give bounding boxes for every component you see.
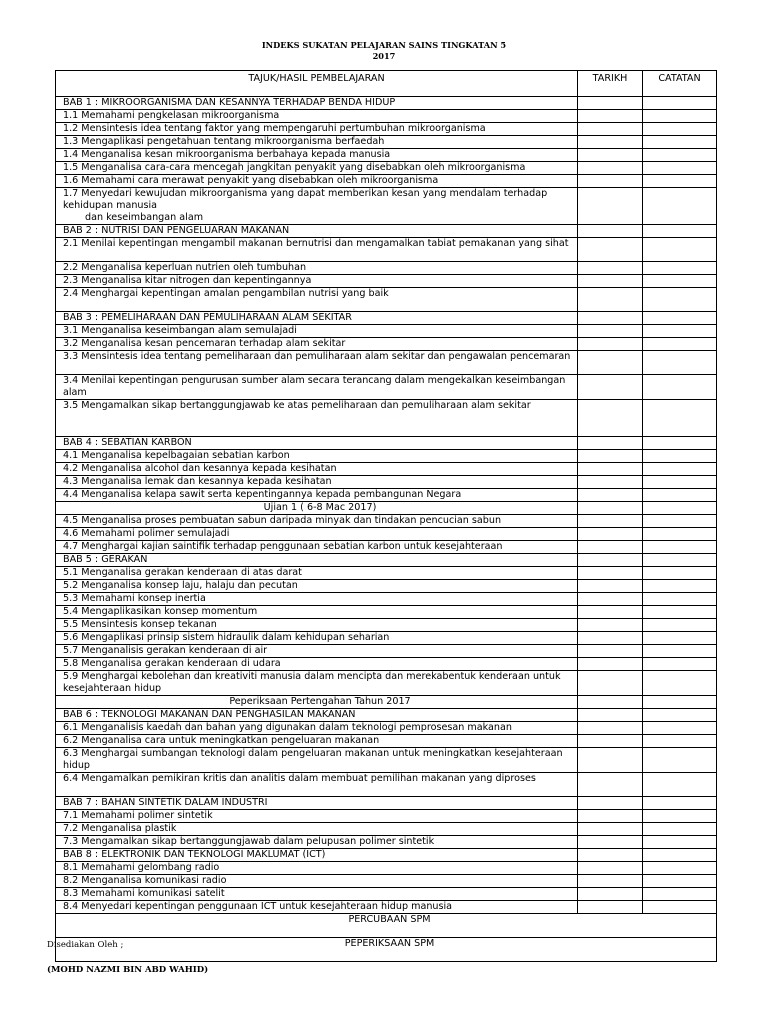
column-header-notes: CATATAN bbox=[643, 71, 717, 97]
table-row bbox=[56, 593, 717, 606]
prepared-by-label: Disediakan Oleh ; bbox=[47, 940, 124, 950]
notes-cell[interactable] bbox=[643, 136, 717, 149]
notes-cell[interactable] bbox=[643, 810, 717, 823]
learning-outcome bbox=[56, 619, 578, 632]
row-text: 7.3 Mengamalkan sikap bertanggungjawab dalam pelupusan polimer sintetik bbox=[63, 836, 435, 847]
table-row bbox=[56, 606, 717, 619]
table-row bbox=[56, 262, 717, 275]
date-cell[interactable] bbox=[578, 696, 643, 709]
row-text: 2.3 Menganalisa kitar nitrogen dan kepentingannya bbox=[63, 275, 312, 286]
row-text: 1.3 Mengaplikasi pengetahuan tentang mikroorganisma berfaedah bbox=[63, 136, 385, 147]
notes-cell[interactable] bbox=[643, 593, 717, 606]
date-cell[interactable] bbox=[578, 528, 643, 541]
row-text: 1.7 Menyedari kewujudan mikroorganisma yang dapat memberikan kesan yang mendalam terhadap kehidupan manusia bbox=[63, 188, 548, 211]
learning-outcome bbox=[56, 606, 578, 619]
date-cell[interactable] bbox=[578, 901, 643, 914]
date-cell[interactable] bbox=[578, 288, 643, 312]
table-row bbox=[56, 619, 717, 632]
table-row bbox=[56, 162, 717, 175]
learning-outcome bbox=[56, 489, 578, 502]
notes-cell[interactable] bbox=[643, 797, 717, 810]
notes-cell[interactable] bbox=[643, 823, 717, 836]
date-cell[interactable] bbox=[578, 489, 643, 502]
notes-cell[interactable] bbox=[643, 123, 717, 136]
table-row bbox=[56, 836, 717, 849]
table-row bbox=[56, 849, 717, 862]
table-row bbox=[56, 810, 717, 823]
row-text: 1.2 Mensintesis idea tentang faktor yang mempengaruhi pertumbuhan mikroorganisma bbox=[63, 123, 486, 134]
table-row bbox=[56, 97, 717, 110]
date-cell[interactable] bbox=[578, 476, 643, 489]
chapter-heading bbox=[56, 849, 578, 862]
row-text: Peperiksaan Pertengahan Tahun 2017 bbox=[229, 696, 411, 707]
date-cell[interactable] bbox=[578, 325, 643, 338]
learning-outcome bbox=[56, 238, 578, 262]
row-text: BAB 5 : GERAKAN bbox=[63, 554, 148, 565]
table-row bbox=[56, 188, 717, 225]
table-row bbox=[56, 567, 717, 580]
notes-cell[interactable] bbox=[643, 288, 717, 312]
learning-outcome bbox=[56, 735, 578, 748]
notes-cell[interactable] bbox=[643, 312, 717, 325]
learning-outcome bbox=[56, 338, 578, 351]
chapter-heading bbox=[56, 312, 578, 325]
notes-cell[interactable] bbox=[643, 901, 717, 914]
row-text: 1.5 Menganalisa cara-cara mencegah jangkitan penyakit yang disebabkan oleh mikroorganisma bbox=[63, 162, 526, 173]
chapter-heading bbox=[56, 225, 578, 238]
title-line-1: INDEKS SUKATAN PELAJARAN SAINS TINGKATAN 5 bbox=[261, 40, 507, 50]
learning-outcome bbox=[56, 188, 578, 225]
notes-cell[interactable] bbox=[643, 351, 717, 375]
table-row bbox=[56, 225, 717, 238]
learning-outcome bbox=[56, 810, 578, 823]
row-text: 3.2 Menganalisa kesan pencemaran terhadap alam sekitar bbox=[63, 338, 346, 349]
date-cell[interactable] bbox=[578, 567, 643, 580]
notes-cell[interactable] bbox=[643, 400, 717, 437]
table-row bbox=[56, 149, 717, 162]
learning-outcome bbox=[56, 836, 578, 849]
exam-label bbox=[56, 696, 578, 709]
date-cell[interactable] bbox=[578, 351, 643, 375]
date-cell[interactable] bbox=[578, 238, 643, 262]
date-cell[interactable] bbox=[578, 375, 643, 400]
notes-cell[interactable] bbox=[643, 888, 717, 901]
table-row bbox=[56, 671, 717, 696]
row-text: 4.3 Menganalisa lemak dan kesannya kepada kesihatan bbox=[63, 476, 332, 487]
date-cell[interactable] bbox=[578, 632, 643, 645]
learning-outcome bbox=[56, 400, 578, 437]
notes-cell[interactable] bbox=[643, 632, 717, 645]
date-cell[interactable] bbox=[578, 593, 643, 606]
learning-outcome bbox=[56, 888, 578, 901]
table-row bbox=[56, 748, 717, 773]
row-text: 8.1 Memahami gelombang radio bbox=[63, 862, 220, 873]
date-cell[interactable] bbox=[578, 862, 643, 875]
learning-outcome bbox=[56, 593, 578, 606]
date-cell[interactable] bbox=[578, 823, 643, 836]
row-text: PERCUBAAN SPM bbox=[348, 914, 431, 925]
row-text: 8.2 Menganalisa komunikasi radio bbox=[63, 875, 227, 886]
row-text: 3.1 Menganalisa keseimbangan alam semulajadi bbox=[63, 325, 297, 336]
notes-cell[interactable] bbox=[643, 849, 717, 862]
row-text: 3.5 Mengamalkan sikap bertanggungjawab ke atas pemeliharaan dan pemuliharaan alam sekitar bbox=[63, 400, 531, 411]
learning-outcome bbox=[56, 515, 578, 528]
row-text: 5.1 Menganalisa gerakan kenderaan di atas darat bbox=[63, 567, 302, 578]
row-text: 5.9 Menghargai kebolehan dan kreativiti manusia dalam mencipta dan merekabentuk kenderaan untuk kesejahteraan hidup bbox=[63, 671, 561, 694]
row-text: 5.6 Mengaplikasi prinsip sistem hidraulik dalam kehidupan seharian bbox=[63, 632, 390, 643]
notes-cell[interactable] bbox=[643, 645, 717, 658]
table-row bbox=[56, 325, 717, 338]
syllabus-table bbox=[55, 70, 717, 962]
table-row bbox=[56, 722, 717, 735]
notes-cell[interactable] bbox=[643, 528, 717, 541]
table-row bbox=[56, 136, 717, 149]
date-cell[interactable] bbox=[578, 463, 643, 476]
notes-cell[interactable] bbox=[643, 262, 717, 275]
row-text: BAB 6 : TEKNOLOGI MAKANAN DAN PENGHASILAN MAKANAN bbox=[63, 709, 356, 720]
date-cell[interactable] bbox=[578, 722, 643, 735]
row-text: Ujian 1 ( 6-8 Mac 2017) bbox=[263, 502, 377, 513]
table-row bbox=[56, 338, 717, 351]
learning-outcome bbox=[56, 275, 578, 288]
row-text: 1.4 Menganalisa kesan mikroorganisma berbahaya kepada manusia bbox=[63, 149, 391, 160]
table-row bbox=[56, 528, 717, 541]
table-row bbox=[56, 288, 717, 312]
row-text: 4.5 Menganalisa proses pembuatan sabun daripada minyak dan tindakan pencucian sabun bbox=[63, 515, 502, 526]
learning-outcome bbox=[56, 645, 578, 658]
table-row bbox=[56, 541, 717, 554]
table-row bbox=[56, 888, 717, 901]
row-text: 2.4 Menghargai kepentingan amalan pengambilan nutrisi yang baik bbox=[63, 288, 389, 299]
table-row bbox=[56, 938, 717, 962]
row-text: 5.3 Memahami konsep inertia bbox=[63, 593, 206, 604]
table-row bbox=[56, 437, 717, 450]
row-text: 7.2 Menganalisa plastik bbox=[63, 823, 177, 834]
date-cell[interactable] bbox=[578, 810, 643, 823]
notes-cell[interactable] bbox=[643, 437, 717, 450]
notes-cell[interactable] bbox=[643, 748, 717, 773]
table-row bbox=[56, 450, 717, 463]
table-row bbox=[56, 632, 717, 645]
notes-cell[interactable] bbox=[643, 735, 717, 748]
title-line-2: 2017 bbox=[372, 51, 396, 61]
row-text: 1.1 Memahami pengkelasan mikroorganisma bbox=[63, 110, 280, 121]
row-text: 8.4 Menyedari kepentingan penggunaan ICT untuk kesejahteraan hidup manusia bbox=[63, 901, 453, 912]
row-text: 4.2 Menganalisa alcohol dan kesannya kepada kesihatan bbox=[63, 463, 337, 474]
table-row bbox=[56, 901, 717, 914]
row-text: BAB 2 : NUTRISI DAN PENGELUARAN MAKANAN bbox=[63, 225, 290, 236]
row-text: 4.6 Memahami polimer semulajadi bbox=[63, 528, 230, 539]
date-cell[interactable] bbox=[578, 450, 643, 463]
notes-cell[interactable] bbox=[643, 275, 717, 288]
notes-cell[interactable] bbox=[643, 875, 717, 888]
date-cell[interactable] bbox=[578, 400, 643, 437]
learning-outcome bbox=[56, 325, 578, 338]
row-text: 8.3 Memahami komunikasi satelit bbox=[63, 888, 225, 899]
learning-outcome bbox=[56, 262, 578, 275]
learning-outcome bbox=[56, 110, 578, 123]
learning-outcome bbox=[56, 875, 578, 888]
table-row bbox=[56, 275, 717, 288]
notes-cell[interactable] bbox=[643, 671, 717, 696]
table-row bbox=[56, 696, 717, 709]
table-row bbox=[56, 238, 717, 262]
learning-outcome bbox=[56, 567, 578, 580]
row-text: 6.1 Menganalisis kaedah dan bahan yang digunakan dalam teknologi pemprosesan makanan bbox=[63, 722, 512, 733]
row-text: BAB 3 : PEMELIHARAAN DAN PEMULIHARAAN ALAM SEKITAR bbox=[63, 312, 352, 323]
date-cell[interactable] bbox=[578, 773, 643, 797]
date-cell[interactable] bbox=[578, 312, 643, 325]
row-text: 6.2 Menganalisa cara untuk meningkatkan pengeluaran makanan bbox=[63, 735, 380, 746]
date-cell[interactable] bbox=[578, 658, 643, 671]
row-text: BAB 1 : MIKROORGANISMA DAN KESANNYA TERHADAP BENDA HIDUP bbox=[63, 97, 396, 108]
row-text: 7.1 Memahami polimer sintetik bbox=[63, 810, 213, 821]
date-cell[interactable] bbox=[578, 97, 643, 110]
chapter-heading bbox=[56, 437, 578, 450]
table-header-row bbox=[56, 71, 717, 97]
learning-outcome bbox=[56, 901, 578, 914]
notes-cell[interactable] bbox=[643, 696, 717, 709]
notes-cell[interactable] bbox=[643, 463, 717, 476]
date-cell[interactable] bbox=[578, 225, 643, 238]
row-text: BAB 4 : SEBATIAN KARBON bbox=[63, 437, 192, 448]
row-text: 3.4 Menilai kepentingan pengurusan sumber alam secara terancang dalam mengekalkan keseimbangan alam bbox=[63, 375, 566, 398]
date-cell[interactable] bbox=[578, 645, 643, 658]
exam-label bbox=[56, 502, 578, 515]
date-cell[interactable] bbox=[578, 888, 643, 901]
column-header-topic: TAJUK/HASIL PEMBELAJARAN bbox=[56, 71, 578, 97]
date-cell[interactable] bbox=[578, 797, 643, 810]
notes-cell[interactable] bbox=[643, 149, 717, 162]
table-row bbox=[56, 773, 717, 797]
row-text: 5.8 Menganalisa gerakan kenderaan di udara bbox=[63, 658, 281, 669]
notes-cell[interactable] bbox=[643, 515, 717, 528]
notes-cell[interactable] bbox=[643, 619, 717, 632]
row-text: 5.7 Menganalisis gerakan kenderaan di air bbox=[63, 645, 268, 656]
chapter-heading bbox=[56, 709, 578, 722]
date-cell[interactable] bbox=[578, 123, 643, 136]
learning-outcome bbox=[56, 136, 578, 149]
table-row bbox=[56, 658, 717, 671]
table-row bbox=[56, 823, 717, 836]
notes-cell[interactable] bbox=[643, 658, 717, 671]
date-cell[interactable] bbox=[578, 606, 643, 619]
chapter-heading bbox=[56, 97, 578, 110]
notes-cell[interactable] bbox=[643, 225, 717, 238]
date-cell[interactable] bbox=[578, 541, 643, 554]
date-cell[interactable] bbox=[578, 748, 643, 773]
learning-outcome bbox=[56, 450, 578, 463]
table-row bbox=[56, 312, 717, 325]
learning-outcome bbox=[56, 862, 578, 875]
notes-cell[interactable] bbox=[643, 97, 717, 110]
row-text: 4.7 Menghargai kajian saintifik terhadap penggunaan sebatian karbon untuk kesejahteraan bbox=[63, 541, 503, 552]
row-text: PEPERIKSAAN SPM bbox=[344, 938, 435, 949]
notes-cell[interactable] bbox=[643, 175, 717, 188]
date-cell[interactable] bbox=[578, 338, 643, 351]
date-cell[interactable] bbox=[578, 162, 643, 175]
date-cell[interactable] bbox=[578, 262, 643, 275]
notes-cell[interactable] bbox=[643, 450, 717, 463]
learning-outcome bbox=[56, 632, 578, 645]
date-cell[interactable] bbox=[578, 875, 643, 888]
table-row bbox=[56, 400, 717, 437]
learning-outcome bbox=[56, 528, 578, 541]
notes-cell[interactable] bbox=[643, 476, 717, 489]
table-row bbox=[56, 554, 717, 567]
table-body bbox=[56, 97, 717, 962]
notes-cell[interactable] bbox=[643, 541, 717, 554]
table-row bbox=[56, 797, 717, 810]
date-cell[interactable] bbox=[578, 709, 643, 722]
date-cell[interactable] bbox=[578, 619, 643, 632]
learning-outcome bbox=[56, 580, 578, 593]
row-text: BAB 7 : BAHAN SINTETIK DALAM INDUSTRI bbox=[63, 797, 268, 808]
table-row bbox=[56, 914, 717, 938]
date-cell[interactable] bbox=[578, 437, 643, 450]
table-row bbox=[56, 351, 717, 375]
date-cell[interactable] bbox=[578, 836, 643, 849]
date-cell[interactable] bbox=[578, 175, 643, 188]
table-row bbox=[56, 110, 717, 123]
notes-cell[interactable] bbox=[643, 110, 717, 123]
table-row bbox=[56, 375, 717, 400]
learning-outcome bbox=[56, 722, 578, 735]
table-row bbox=[56, 175, 717, 188]
learning-outcome bbox=[56, 162, 578, 175]
notes-cell[interactable] bbox=[643, 580, 717, 593]
learning-outcome bbox=[56, 351, 578, 375]
notes-cell[interactable] bbox=[643, 862, 717, 875]
learning-outcome bbox=[56, 123, 578, 136]
learning-outcome bbox=[56, 288, 578, 312]
table-row bbox=[56, 123, 717, 136]
table-row bbox=[56, 502, 717, 515]
learning-outcome bbox=[56, 773, 578, 797]
table-row bbox=[56, 580, 717, 593]
row-text: 2.1 Menilai kepentingan mengambil makanan bernutrisi dan mengamalkan tabiat pemakanan yang sihat bbox=[63, 238, 569, 249]
row-text: 5.5 Mensintesis konsep tekanan bbox=[63, 619, 217, 630]
notes-cell[interactable] bbox=[643, 162, 717, 175]
date-cell[interactable] bbox=[578, 515, 643, 528]
row-text: 5.2 Menganalisa konsep laju, halaju dan pecutan bbox=[63, 580, 298, 591]
table-row bbox=[56, 476, 717, 489]
notes-cell[interactable] bbox=[643, 188, 717, 225]
table-row bbox=[56, 645, 717, 658]
table-row bbox=[56, 735, 717, 748]
table-row bbox=[56, 709, 717, 722]
date-cell[interactable] bbox=[578, 671, 643, 696]
learning-outcome bbox=[56, 375, 578, 400]
date-cell[interactable] bbox=[578, 110, 643, 123]
learning-outcome bbox=[56, 658, 578, 671]
row-text: 4.4 Menganalisa kelapa sawit serta kepentingannya kepada pembangunan Negara bbox=[63, 489, 462, 500]
chapter-heading bbox=[56, 554, 578, 567]
row-text: 1.6 Memahami cara merawat penyakit yang disebabkan oleh mikroorganisma bbox=[63, 175, 439, 186]
table-row bbox=[56, 463, 717, 476]
table-row bbox=[56, 515, 717, 528]
date-cell[interactable] bbox=[578, 502, 643, 515]
learning-outcome bbox=[56, 175, 578, 188]
learning-outcome bbox=[56, 748, 578, 773]
row-text: 6.4 Mengamalkan pemikiran kritis dan analitis dalam membuat pemilihan makanan yang diproses bbox=[63, 773, 536, 784]
date-cell[interactable] bbox=[578, 735, 643, 748]
notes-cell[interactable] bbox=[643, 709, 717, 722]
date-cell[interactable] bbox=[578, 580, 643, 593]
notes-cell[interactable] bbox=[643, 773, 717, 797]
row-text-continued: dan keseimbangan alam bbox=[85, 212, 204, 223]
notes-cell[interactable] bbox=[643, 375, 717, 400]
learning-outcome bbox=[56, 671, 578, 696]
date-cell[interactable] bbox=[578, 149, 643, 162]
learning-outcome bbox=[56, 149, 578, 162]
row-text: 6.3 Menghargai sumbangan teknologi dalam pengeluaran makanan untuk meningkatkan kesejahteraan hidup bbox=[63, 748, 563, 771]
notes-cell[interactable] bbox=[643, 502, 717, 515]
learning-outcome bbox=[56, 463, 578, 476]
notes-cell[interactable] bbox=[643, 567, 717, 580]
table-row bbox=[56, 875, 717, 888]
date-cell[interactable] bbox=[578, 188, 643, 225]
row-text: 5.4 Mengaplikasikan konsep momentum bbox=[63, 606, 258, 617]
table-row bbox=[56, 489, 717, 502]
notes-cell[interactable] bbox=[643, 554, 717, 567]
date-cell[interactable] bbox=[578, 136, 643, 149]
learning-outcome bbox=[56, 541, 578, 554]
date-cell[interactable] bbox=[578, 849, 643, 862]
learning-outcome bbox=[56, 476, 578, 489]
notes-cell[interactable] bbox=[643, 489, 717, 502]
row-text: 4.1 Menganalisa kepelbagaian sebatian karbon bbox=[63, 450, 290, 461]
row-text: 3.3 Mensintesis idea tentang pemeliharaan dan pemuliharaan alam sekitar dan pengawalan pencemaran bbox=[63, 351, 571, 362]
exam-label bbox=[56, 914, 717, 938]
notes-cell[interactable] bbox=[643, 722, 717, 735]
document-title bbox=[0, 40, 768, 62]
notes-cell[interactable] bbox=[643, 238, 717, 262]
table-row bbox=[56, 862, 717, 875]
notes-cell[interactable] bbox=[643, 836, 717, 849]
preparer-name: (MOHD NAZMI BIN ABD WAHID) bbox=[47, 965, 209, 975]
notes-cell[interactable] bbox=[643, 338, 717, 351]
row-text: 2.2 Menganalisa keperluan nutrien oleh tumbuhan bbox=[63, 262, 307, 273]
date-cell[interactable] bbox=[578, 554, 643, 567]
exam-label bbox=[56, 938, 717, 962]
row-text: BAB 8 : ELEKTRONIK DAN TEKNOLOGI MAKLUMAT (ICT) bbox=[63, 849, 326, 860]
notes-cell[interactable] bbox=[643, 325, 717, 338]
date-cell[interactable] bbox=[578, 275, 643, 288]
column-header-date: TARIKH bbox=[578, 71, 643, 97]
learning-outcome bbox=[56, 823, 578, 836]
notes-cell[interactable] bbox=[643, 606, 717, 619]
chapter-heading bbox=[56, 797, 578, 810]
